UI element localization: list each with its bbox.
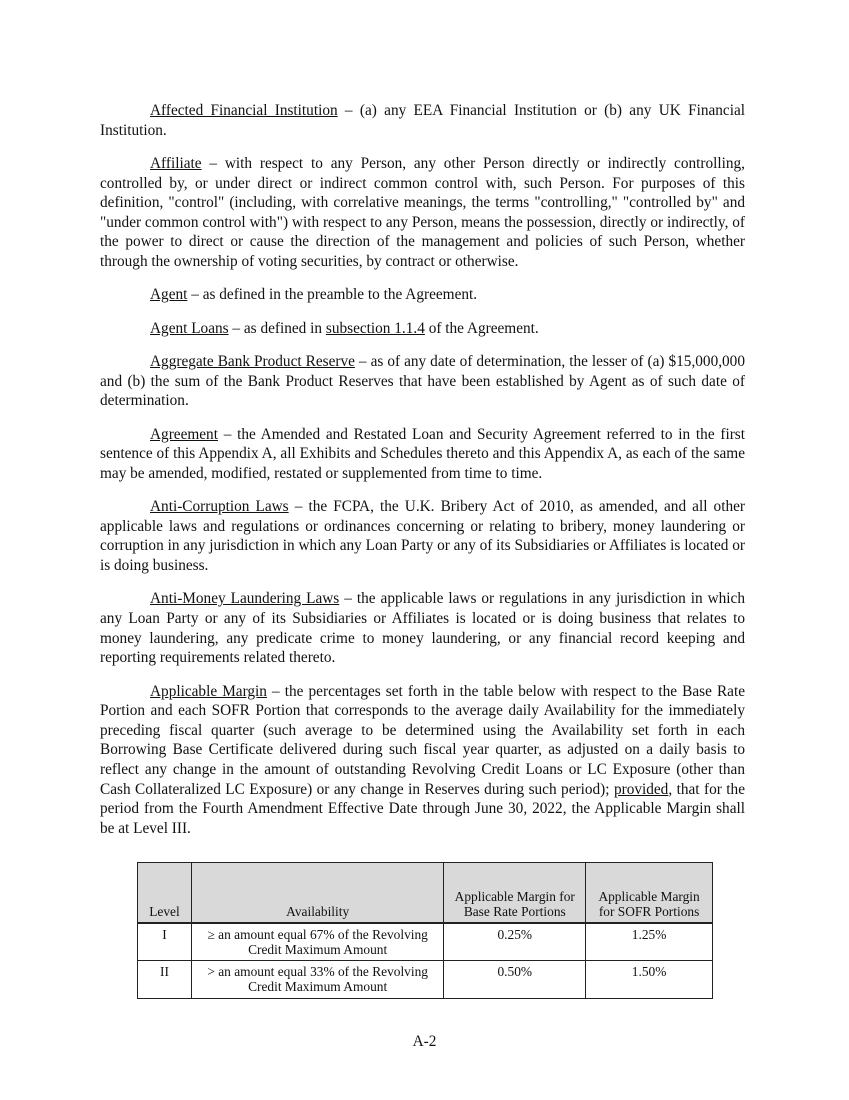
header-availability: Availability [191,863,443,923]
cell-base-rate-margin: 0.50% [444,961,586,999]
cell-sofr-margin: 1.25% [586,923,713,961]
header-base-rate-margin: Applicable Margin for Base Rate Portions [444,863,586,923]
defined-term: Anti-Money Laundering Laws [150,590,340,608]
definition-aggregate-bank-product-reserve [100,352,745,411]
subsection-reference: subsection 1.1.4 [325,319,425,337]
table-row [138,961,713,999]
definition-text: – (a) any EEA Financial Institution or (b) any UK Financial Institution. [100,102,746,139]
definition-text: – as of any date of determination, the lesser of (a) $15,000,000 and (b) the sum of the Bank Product Reserves that have been established by Agent as of such date of determination. [100,353,745,410]
definition-text: – as defined in [228,319,326,337]
defined-term: Aggregate Bank Product Reserve [150,353,355,371]
provided-term: provided [613,780,669,798]
definitions-body [100,101,745,852]
defined-term: Agent [150,286,188,304]
definition-anti-money-laundering-laws [100,589,745,667]
definition-text: – as defined in the preamble to the Agreement. [187,286,478,304]
header-level: Level [138,863,192,923]
definition-agent [100,285,745,305]
cell-availability: > an amount equal 33% of the Revolving Credit Maximum Amount [191,961,443,999]
definition-text: – with respect to any Person, any other Person directly or indirectly controlling, controlled by, or under direct or indirect common control with, such Person. For purposes of this definition, "control" (including, with correlative meanings, the terms "controlling," "controlled by" and "under common control with") with respect to any Person, means the possession, directly or indirectly, of the power to direct or cause the direction of the management and policies of such Person, whether through the ownership of voting securities, by contract or otherwise. [100,154,745,270]
definition-text: – the FCPA, the U.K. Bribery Act of 2010, as amended, and all other applicable laws and regulations or ordinances concerning or relating to bribery, money laundering or corruption in any jurisdiction in which any Loan Party or any of its Subsidiaries or Affiliates is located or is doing business. [100,498,745,575]
cell-sofr-margin: 1.50% [586,961,713,999]
cell-availability: ≥ an amount equal 67% of the Revolving Credit Maximum Amount [191,923,443,961]
definition-affiliate [100,154,745,272]
definition-agreement [100,425,745,484]
defined-term: Affected Financial Institution [150,102,338,119]
table-header-row [138,863,713,923]
definition-affected-financial-institution [100,101,745,140]
cell-level: I [138,923,192,961]
cell-level: II [138,961,192,999]
definition-anti-corruption-laws [100,497,745,575]
definition-applicable-margin [100,682,745,839]
header-sofr-margin: Applicable Margin for SOFR Portions [586,863,713,923]
defined-term: Agreement [150,425,218,443]
defined-term: Agent Loans [150,319,229,337]
defined-term: Anti-Corruption Laws [150,498,289,516]
defined-term: Applicable Margin [150,682,267,700]
table-row [138,923,713,961]
cell-base-rate-margin: 0.25% [444,923,586,961]
applicable-margin-table [137,862,713,999]
definition-text: – the applicable laws or regulations in any jurisdiction in which any Loan Party or any of its Subsidiaries or Affiliates is located or is doing business that relates to money laundering, any predicate crime to money laundering, or any financial record keeping and reporting requirements related thereto. [100,590,745,667]
page-number: A-2 [412,1033,437,1050]
definition-text: – the percentages set forth in the table below with respect to the Base Rate Portion and each SOFR Portion that corresponds to the average daily Availability for the immediately preceding fiscal quarter (such average to be determined using the Availability set forth in each Borrowing Base Certificate delivered during such fiscal year quarter, as adjusted on a daily basis to reflect any change in the amount of outstanding Revolving Credit Loans or LC Exposure (other than Cash Collateralized LC Exposure) or any change in Reserves during such period); [100,682,745,798]
definition-text: – the Amended and Restated Loan and Security Agreement referred to in the first sentence of this Appendix A, all Exhibits and Schedules thereto and this Appendix A, as each of the same may be amended, modified, restated or supplemented from time to time. [100,425,745,482]
definition-text-after: of the Agreement. [424,319,539,337]
defined-term: Affiliate [150,154,202,172]
definition-agent-loans [100,319,745,339]
definition-text-after: , that for the period from the Fourth Amendment Effective Date through June 30, 2022, the Applicable Margin shall be at Level III. [100,780,745,837]
